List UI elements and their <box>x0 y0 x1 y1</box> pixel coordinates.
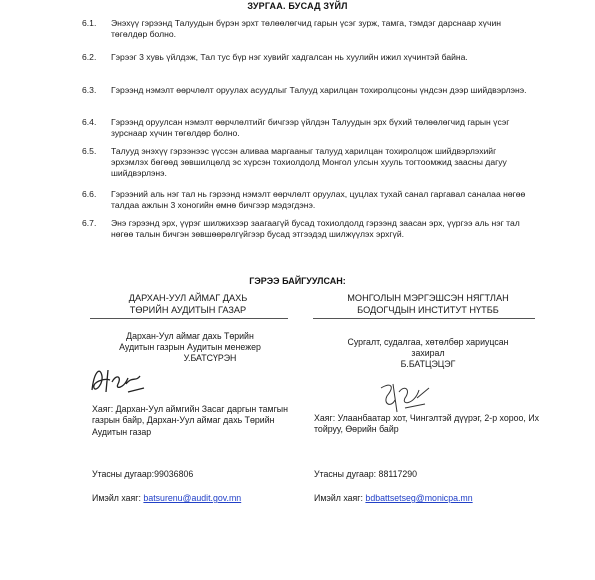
right-sig-title-1: Сургалт, судалгаа, хөтөлбөр хариуцсан <box>347 337 509 347</box>
left-signer-name: У.БАТСҮРЭН <box>183 353 237 364</box>
left-sig-title-2: Аудитын газрын Аудитын менежер <box>119 342 261 353</box>
clause-number: 6.6. <box>82 189 97 199</box>
clause-6-2 <box>82 52 530 63</box>
left-org-line1: ДАРХАН-УУЛ АЙМАГ ДАХЬ <box>128 293 248 303</box>
right-party-org <box>313 293 543 316</box>
left-email-row <box>92 493 241 504</box>
clause-number: 6.2. <box>82 52 97 62</box>
right-phone: Утасны дугаар: 88117290 <box>314 469 418 479</box>
right-email-label: Имэйл хаяг: <box>314 493 363 503</box>
clause-6-3 <box>82 85 530 96</box>
clause-number: 6.4. <box>82 117 97 127</box>
right-signature <box>375 378 433 414</box>
clause-text: Гэрээнд оруулсан нэмэлт өөрчлөлтийг бичгээр үйлдэн Талуудын эрх бүхий төлөөлөгчид гарын үсэг зурснаар хүчин төгөлдөр болно. <box>111 117 510 138</box>
left-party-org <box>88 293 288 316</box>
clause-text: Гэрээний аль нэг тал нь гэрээнд нэмэлт өөрчлөлт оруулах, цуцлах тухай санал гаргавал саналаа нөгөө талдаа ажлын 3 хоногийн өмнө бичгээр мэдэгдэнэ. <box>111 189 526 210</box>
section-title: ЗУРГАА. БУСАД ЗҮЙЛ <box>247 1 348 11</box>
clause-text: Энэ гэрээнд эрх, үүрэг шилжихээр заагаагүй бусад тохиолдолд гэрээнд заасан эрх, үүргээ аль нэг тал нөгөө талын бичгэн зөвшөөрөлгүйгээр бусад этгээдэд шилжүүлэх эрхгүй. <box>111 218 520 239</box>
left-signature <box>88 362 148 396</box>
right-signer-name: Б.БАТЦЭЦЭГ <box>400 359 456 370</box>
clause-text: Гэрээнд нэмэлт өөрчлөлт оруулах асуудлыг Талууд харилцан тохиролцсоны үндсэн дээр шийдвэрлэнэ. <box>111 85 527 95</box>
clause-6-6 <box>82 189 530 211</box>
left-org-line2: ТӨРИЙН АУДИТЫН ГАЗАР <box>129 304 247 315</box>
right-sig-title-2: захирал <box>411 348 445 359</box>
clause-text: Талууд энэхүү гэрээнээс үүссэн аливаа маргааныг талууд харилцан тохиролцож шийдвэрлэхийг эрхэмлэх бөгөөд зөвшилцөлд эс хүрсэн тохиолдолд Монгол улсын хууль тогтоомжид заасны дагуу шийдвэрлэнэ. <box>111 146 507 178</box>
right-org-line1: МОНГОЛЫН МЭРГЭШСЭН НЯГТЛАН <box>347 293 509 303</box>
agreement-title: ГЭРЭЭ БАЙГУУЛСАН: <box>249 276 346 286</box>
right-email-link[interactable]: bdbattsetseg@monicpa.mn <box>365 493 473 503</box>
left-address: Хаяг: Дархан-Уул аймгийн Засаг даргын тамгын газрын байр, Дархан-Уул аймаг дахь Төрийн Аудитын газар <box>92 404 288 437</box>
right-org-line2: БОДОГЧДЫН ИНСТИТУТ НҮТББ <box>357 304 499 315</box>
clause-text: Гэрээг 3 хувь үйлдэж, Тал тус бүр нэг хувийг хадгалсан нь хуулийн ижил хүчинтэй байна. <box>111 52 468 62</box>
clause-number: 6.7. <box>82 218 97 228</box>
clause-text: Энэхүү гэрээнд Талуудын бүрэн эрхт төлөөлөгчид гарын үсэг зурж, тамга, тэмдэг дарснаар хүчин төгөлдөр болно. <box>111 18 501 39</box>
left-divider <box>90 318 288 319</box>
right-email-row <box>314 493 473 504</box>
left-sig-title-1: Дархан-Уул аймаг дахь Төрийн <box>126 331 254 341</box>
clause-6-4 <box>82 117 530 139</box>
clause-number: 6.3. <box>82 85 97 95</box>
left-email-link[interactable]: batsurenu@audit.gov.mn <box>143 493 242 503</box>
clause-number: 6.5. <box>82 146 97 156</box>
right-divider <box>313 318 535 319</box>
left-phone: Утасны дугаар:99036806 <box>92 469 194 479</box>
clause-6-5 <box>82 146 530 179</box>
clause-6-1 <box>82 18 530 40</box>
clause-number: 6.1. <box>82 18 97 28</box>
left-email-label: Имэйл хаяг: <box>92 493 141 503</box>
right-address: Хаяг: Улаанбаатар хот, Чингэлтэй дүүрэг, 2-р хороо, Их тойруу, Өөрийн байр <box>314 413 540 435</box>
right-signatory <box>322 337 534 370</box>
clause-6-7 <box>82 218 530 240</box>
left-signatory <box>90 331 290 364</box>
